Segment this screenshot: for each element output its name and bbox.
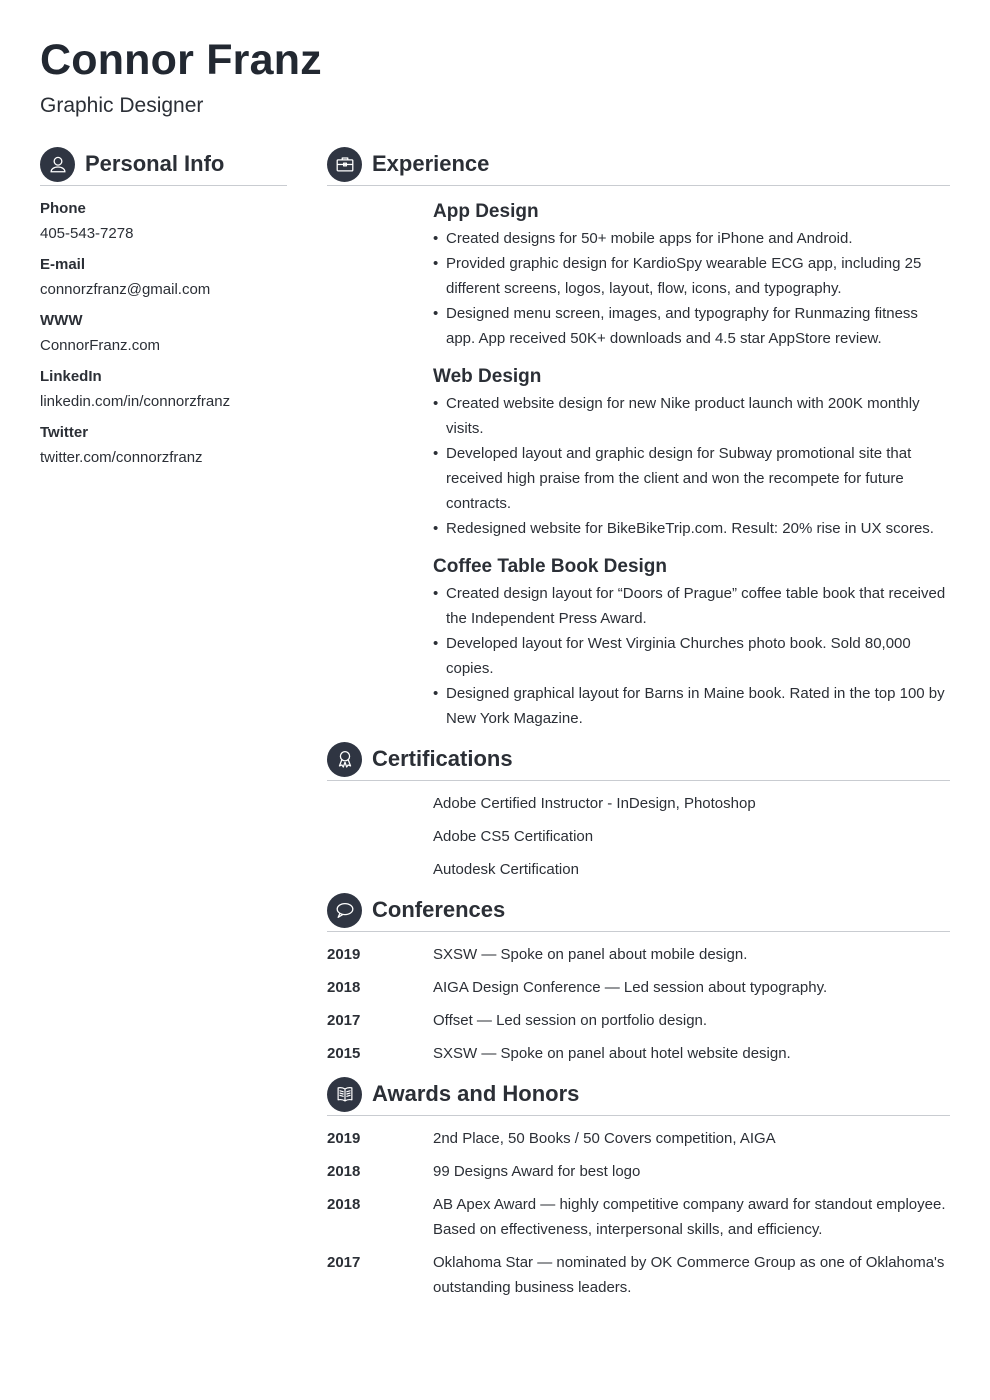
awards-header — [327, 1076, 950, 1112]
award-year: 2017 — [327, 1254, 361, 1271]
experience-header — [327, 146, 950, 182]
conference-row — [327, 1008, 950, 1033]
job-bullet: • Redesigned website for BikeBikeTrip.com. Result: 20% rise in UX scores. — [433, 516, 950, 541]
job-bullet: • Developed layout and graphic design for Subway promotional site that received high praise from the client and won the recompete for future contracts. — [433, 441, 950, 516]
personal-info-section — [40, 146, 287, 466]
section-title: Conferences — [372, 897, 506, 922]
award-year: 2019 — [327, 1130, 361, 1147]
section-title: Personal Info — [85, 151, 225, 176]
certification-item: Autodesk Certification — [433, 861, 579, 878]
info-value-twitter: twitter.com/connorzfranz — [40, 449, 203, 466]
info-value-email: connorzfranz@gmail.com — [40, 281, 211, 298]
job-entry — [433, 556, 950, 731]
certification-item: Adobe Certified Instructor - InDesign, Photoshop — [433, 795, 756, 812]
job-bullet: • Designed menu screen, images, and typography for Runmazing fitness app. App received 50K+ downloads and 4.5 star AppStore review. — [433, 301, 950, 351]
briefcase-icon — [327, 147, 362, 182]
certifications-section — [327, 741, 950, 882]
section-title: Certifications — [372, 746, 513, 771]
speech-bubble-icon — [327, 893, 362, 928]
job-title: Web Design — [433, 366, 542, 387]
info-value-linkedin: linkedin.com/in/connorzfranz — [40, 393, 231, 410]
award-ribbon-icon — [327, 742, 362, 777]
conference-description: SXSW — Spoke on panel about hotel website design. — [433, 1045, 791, 1062]
conference-description: AIGA Design Conference — Led session about typography. — [433, 979, 828, 996]
certifications-header — [327, 741, 950, 777]
awards-section — [327, 1076, 950, 1300]
info-value-www: ConnorFranz.com — [40, 337, 161, 354]
job-entry — [433, 201, 950, 351]
info-label-www: WWW — [40, 312, 83, 329]
candidate-name: Connor Franz — [40, 36, 322, 84]
section-title: Experience — [372, 151, 490, 176]
conferences-section — [327, 892, 950, 1066]
job-bullet: • Developed layout for West Virginia Churches photo book. Sold 80,000 copies. — [433, 631, 950, 681]
award-description: Oklahoma Star — nominated by OK Commerce Group as one of Oklahoma's outstanding business leaders. — [433, 1254, 945, 1296]
section-divider — [40, 185, 287, 186]
candidate-title: Graphic Designer — [40, 94, 204, 117]
conference-row — [327, 1041, 950, 1066]
section-divider — [327, 185, 950, 186]
job-bullet: • Provided graphic design for KardioSpy wearable ECG app, including 25 different screens, logos, layout, flow, icons, and typography. — [433, 251, 950, 301]
job-entry — [433, 366, 950, 541]
award-year: 2018 — [327, 1163, 361, 1180]
award-row — [327, 1250, 950, 1300]
award-row — [327, 1126, 950, 1151]
award-description: AB Apex Award — highly competitive company award for standout employee. Based on effectiveness, interpersonal skills, and efficiency. — [433, 1196, 946, 1238]
info-value-phone: 405-543-7278 — [40, 225, 134, 242]
conference-row — [327, 975, 950, 1000]
conferences-header — [327, 892, 950, 928]
section-title: Awards and Honors — [372, 1081, 580, 1106]
certification-item: Adobe CS5 Certification — [433, 828, 594, 845]
award-description: 99 Designs Award for best logo — [433, 1163, 641, 1180]
job-title: Coffee Table Book Design — [433, 556, 668, 577]
personal-info-header — [40, 146, 287, 182]
conference-year: 2018 — [327, 979, 361, 996]
job-bullet: • Created designs for 50+ mobile apps for iPhone and Android. — [433, 226, 950, 251]
info-label-twitter: Twitter — [40, 424, 89, 441]
job-title: App Design — [433, 201, 539, 222]
open-book-icon — [327, 1077, 362, 1112]
job-bullet: • Designed graphical layout for Barns in Maine book. Rated in the top 100 by New York Magazine. — [433, 681, 950, 731]
info-label-phone: Phone — [40, 200, 86, 217]
conference-year: 2017 — [327, 1012, 361, 1029]
experience-section — [327, 146, 950, 731]
info-label-email: E-mail — [40, 256, 86, 273]
conference-year: 2019 — [327, 946, 361, 963]
job-bullet: • Created website design for new Nike product launch with 200K monthly visits. — [433, 391, 950, 441]
award-year: 2018 — [327, 1196, 361, 1213]
award-row — [327, 1159, 950, 1184]
award-description: 2nd Place, 50 Books / 50 Covers competition, AIGA — [433, 1130, 776, 1147]
job-bullet: • Created design layout for “Doors of Prague” coffee table book that received the Independent Press Award. — [433, 581, 950, 631]
main-column — [327, 146, 950, 1300]
conference-row — [327, 942, 950, 967]
info-label-linkedin: LinkedIn — [40, 368, 102, 385]
conference-description: Offset — Led session on portfolio design. — [433, 1012, 708, 1029]
conference-year: 2015 — [327, 1045, 361, 1062]
conference-description: SXSW — Spoke on panel about mobile design. — [433, 946, 748, 963]
person-icon — [40, 147, 75, 182]
award-row — [327, 1192, 950, 1242]
